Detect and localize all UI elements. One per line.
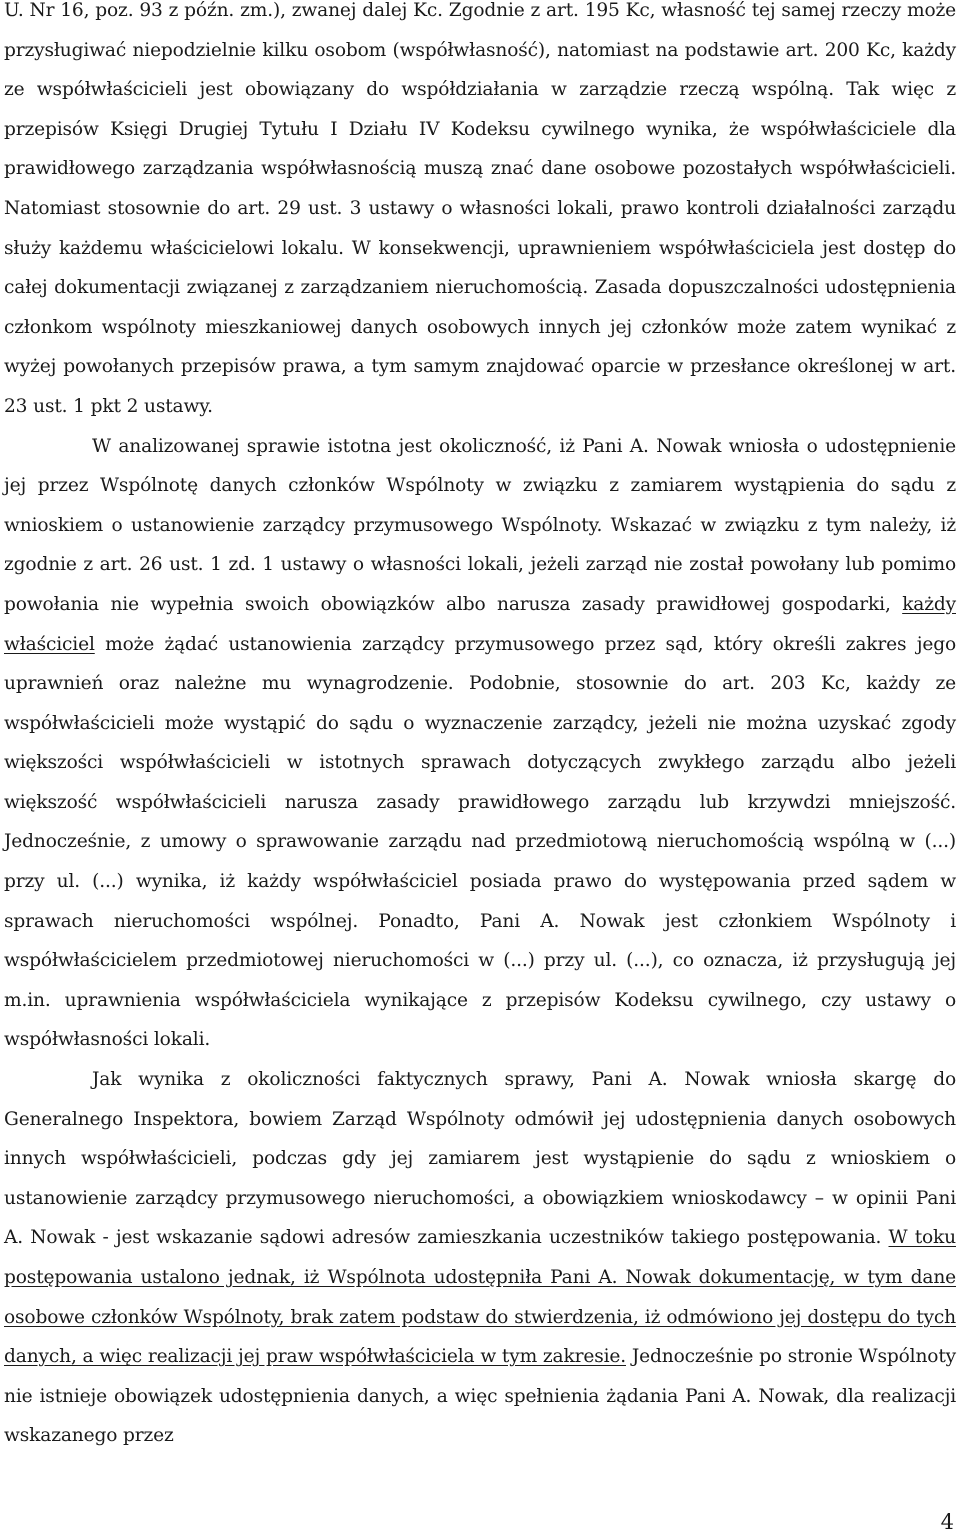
- paragraph-2-text-b: może żądać ustanowienia zarządcy przymusowego przez sąd, który określi zakres jego uprawnień oraz należne mu wynagrodzenie. Podobnie, stosownie do art. 203 Kc, każdy ze współwłaścicieli może wystąpić do sądu o wyznaczenie zarządcy, jeżeli nie można uzyskać zgody większości współwłaścicieli w istotnych sprawach dotyczących zwykłego zarządu albo jeżeli większość współwłaścicieli narusza zasady prawidłowego zarządu lub krzywdzi mniejszość. Jednocześnie, z umowy o sprawowanie zarządu nad przedmiotową nieruchomością wspólną w (...) przy ul. (...) wynika, iż każdy współwłaściciel posiada prawo do występowania przed sądem w sprawach nieruchomości wspólnej. Ponadto, Pani A. Nowak jest członkiem Wspólnoty i współwłaścicielem przedmiotowej nieruchomości w (...) przy ul. (...), co oznacza, iż przysługują jej m.in. uprawnienia współwłaściciela wynikające z przepisów Kodeksu cywilnego, czy ustawy o współwłasności lokali.: [4, 633, 956, 1051]
- paragraph-2: [4, 427, 956, 1061]
- paragraph-2-text-a: W analizowanej sprawie istotna jest okoliczność, iż Pani A. Nowak wniosła o udostępnienie jej przez Wspólnotę danych członków Wspólnoty w związku z zamiarem wystąpienia do sądu z wnioskiem o ustanowienie zarządcy przymusowego Wspólnoty. Wskazać w związku z tym należy, iż zgodnie z art. 26 ust. 1 zd. 1 ustawy o własności lokali, jeżeli zarząd nie został powołany lub pomimo powołania nie wypełnia swoich obowiązków albo narusza zasady prawidłowej gospodarki,: [4, 435, 956, 615]
- page-number: 4: [940, 1510, 954, 1534]
- paragraph-3-underlined-passage: W toku postępowania ustalono jednak, iż Wspólnota udostępniła Pani A. Nowak dokumentację, w tym dane osobowe członków Wspólnoty, brak zatem podstaw do stwierdzenia, iż odmówiono jej dostępu do tych danych, a więc realizacji jej praw współwłaściciela w tym zakresie.: [4, 1227, 956, 1368]
- document-body: [4, 0, 956, 1456]
- document-page: [4, 0, 956, 1456]
- paragraph-3: [4, 1060, 956, 1456]
- paragraph-1: [4, 0, 956, 427]
- paragraph-1-text: U. Nr 16, poz. 93 z późn. zm.), zwanej dalej Kc. Zgodnie z art. 195 Kc, własność tej samej rzeczy może przysługiwać niepodzielnie kilku osobom (współwłasność), natomiast na podstawie art. 200 Kc, każdy ze współwłaścicieli jest obowiązany do współdziałania w zarządzie rzeczą wspólną. Tak więc z przepisów Księgi Drugiej Tytułu I Działu IV Kodeksu cywilnego wynika, że współwłaściciele dla prawidłowego zarządzania współwłasnością muszą znać dane osobowe pozostałych współwłaścicieli. Natomiast stosownie do art. 29 ust. 3 ustawy o własności lokali, prawo kontroli działalności zarządu służy każdemu właścicielowi lokalu. W konsekwencji, uprawnieniem współwłaściciela jest dostęp do całej dokumentacji związanej z zarządzaniem nieruchomością. Zasada dopuszczalności udostępnienia członkom wspólnoty mieszkaniowej danych osobowych innych jej członków może zatem wynikać z wyżej powołanych przepisów prawa, a tym samym znajdować oparcie w przesłance określonej w art. 23 ust. 1 pkt 2 ustawy.: [4, 0, 956, 417]
- paragraph-3-text-a: Jak wynika z okoliczności faktycznych sprawy, Pani A. Nowak wniosła skargę do Generalnego Inspektora, bowiem Zarząd Wspólnoty odmówił jej udostępnienia danych osobowych innych współwłaścicieli, podczas gdy jej zamiarem jest wystąpienie do sądu z wnioskiem o ustanowienie zarządcy przymusowego nieruchomości, a obowiązkiem wnioskodawcy – w opinii Pani A. Nowak - jest wskazanie sądowi adresów zamieszkania uczestników takiego postępowania.: [4, 1069, 956, 1249]
- paragraph-3-text-b: Jednocześnie po stronie Wspólnoty nie istnieje obowiązek udostępnienia danych, a więc spełnienia żądania Pani A. Nowak, dla realizacji wskazanego przez: [4, 1346, 956, 1447]
- paragraph-2-underlined-phrase: każdy właściciel: [4, 593, 956, 655]
